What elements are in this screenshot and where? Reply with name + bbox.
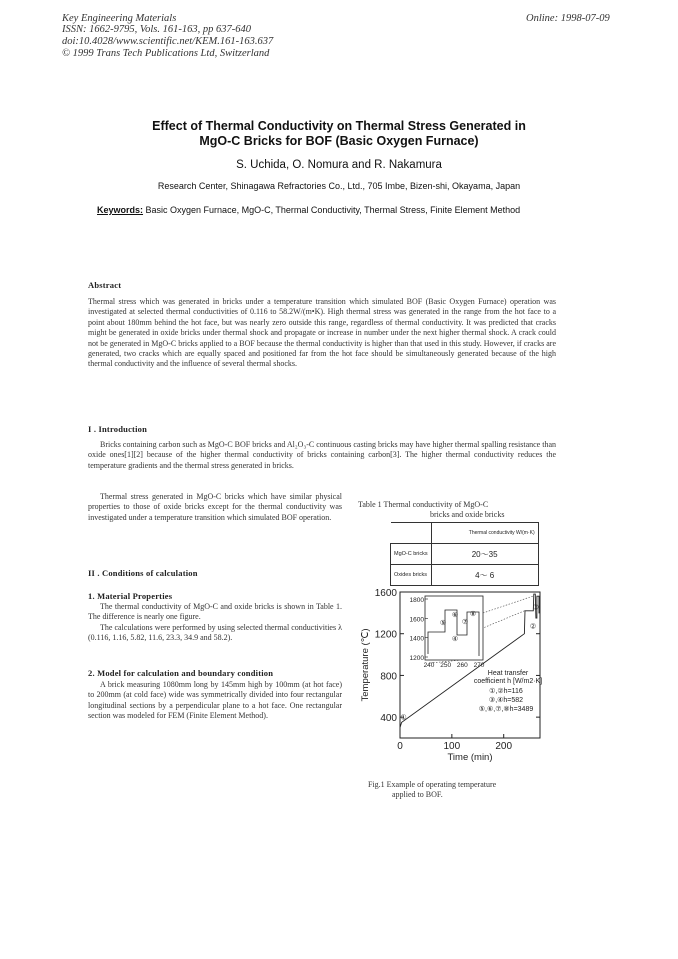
conditions-heading: II . Conditions of calculation: [88, 568, 198, 578]
figure1-caption-line1: Fig.1 Example of operating temperature: [368, 780, 497, 789]
copyright-line: © 1999 Trans Tech Publications Ltd, Switzerland: [62, 48, 270, 59]
intro-text2: Thermal stress generated in MgO-C bricks which have similar physical properties to those of oxide bricks except for the thermal conductivity was investigated under a temperature transition which simulated BOF operation.: [88, 492, 342, 522]
x-tick-label: 0: [397, 741, 403, 752]
y-tick-label: 1600: [374, 588, 397, 599]
y-axis-label: Temperature (℃): [360, 628, 371, 702]
issn-line: ISSN: 1662-9795, Vols. 161-163, pp 637-640: [62, 24, 251, 35]
figure1-chart: [340, 580, 560, 780]
marker-label: ②: [529, 623, 537, 631]
model-heading: 2. Model for calculation and boundary condition: [88, 668, 274, 678]
intro-paragraph2: [88, 492, 342, 523]
x-tick-label: 100: [443, 741, 461, 752]
inset-y-tick-label: 1400: [409, 635, 424, 643]
table1-row-value: 20～35: [431, 544, 538, 565]
inset-frame: [425, 596, 483, 660]
intro-heading: I . Introduction: [88, 424, 148, 434]
inset-leader: [483, 611, 524, 628]
x-tick-label: 200: [495, 741, 513, 752]
marker-label: ⑥: [451, 612, 459, 619]
authors: S. Uchida, O. Nomura and R. Nakamura: [236, 159, 442, 171]
affiliation: Research Center, Shinagawa Refractories Co., Ltd., 705 Imbe, Bizen-shi, Okayama, Japan: [157, 181, 521, 191]
table1-row-label: Oxides bricks: [391, 565, 432, 586]
marker-label: ⑤: [439, 620, 447, 627]
keywords: [97, 205, 567, 216]
figure1-caption-line2: applied to BOF.: [392, 790, 443, 799]
inset-y-tick-label: 1200: [409, 655, 424, 662]
paper-title-line1: Effect of Thermal Conductivity on Thermal Stress Generated in: [152, 119, 526, 133]
plot-area: [360, 588, 542, 763]
legend-title: Heat transfer: [487, 670, 529, 677]
table1-caption-line1: Table 1 Thermal conductivity of MgO-C: [358, 500, 489, 509]
model-text: [88, 680, 342, 722]
legend-item: ①,②h=116: [489, 688, 523, 695]
marker-label: ⑦: [461, 619, 469, 626]
material-text1: The thermal conductivity of MgO-C and oxide bricks is shown in Table 1. The difference is nearly one figure.: [88, 602, 342, 622]
table1: [390, 522, 539, 586]
inset-y-tick-label: 1600: [409, 616, 424, 624]
intro-text1: Bricks containing carbon such as MgO-C BOF bricks and Al₂O₃-C continuous casting bricks may have higher thermal spalling resistance than oxide ones[1][2] because of the higher thermal conductivity of bricks containing carbon[3]. The higher thermal conductivity reduces the temperature gradients and the thermal stress generated in bricks.: [88, 440, 556, 470]
table1-row-value: 4～ 6: [431, 565, 538, 586]
abstract-paragraph: Thermal stress which was generated in bricks under a temperature transition which simulated BOF (Basic Oxygen Furnace) operation was investigated at selected thermal conductivities of 0.116 to 58.2W/(m•K). High thermal stress was generated in the range from the hot face to a point about 180mm behind the hot face, but was nearly zero outside this range, regardless of thermal conductivity. It was predicted that cracks might be generated in oxide bricks under thermal shock and propagate or increase in number under the next higher thermal shock. A crack could not be generated in MgO-C bricks applied to a BOF because the thermal conductivity is higher than that used in this study. However, if cracks are generated, two cracks which are equally spaced and positioned far from the hot face should be simultaneously generated because of the high thermal conductivity and the influence of several thermal shocks.: [88, 297, 556, 369]
marker-label: ③: [532, 604, 540, 612]
legend-item: ③,④h=582: [488, 697, 524, 704]
abstract-text: [88, 297, 556, 370]
marker-label: ④: [451, 636, 459, 643]
keywords-text: Basic Oxygen Furnace, MgO-C, Thermal Conductivity, Thermal Stress, Finite Element Method: [145, 205, 521, 215]
paper-title-line2: MgO-C Bricks for BOF (Basic Oxygen Furnace): [199, 134, 479, 148]
marker-label: ①: [400, 714, 407, 722]
inset-x-tick-label: 270: [473, 662, 485, 669]
model-paragraph: A brick measuring 1080mm long by 145mm high by 100mm (at hot face) to 200mm (at cold face) wide was symmetrically divided into four rectangular longitudinal sections by a perpendicular plane to a hot face. One rectangular section was modeled for FEM (Finite Element Method).: [88, 680, 342, 721]
table1-row-label: MgO-C bricks: [391, 544, 432, 565]
material-text2: The calculations were performed by using selected thermal conductivities λ (0.116, 1.16, 5.82, 11.6, 23.3, 34.9 and 58.2).: [88, 622, 342, 643]
table1-header: Thermal conductivity W/(m·K): [431, 523, 538, 544]
keywords-label: Keywords:: [97, 205, 144, 215]
abstract-heading: Abstract: [88, 280, 122, 290]
inset-x-tick-label: 240: [423, 662, 435, 669]
doi-line: doi:10.4028/www.scientific.net/KEM.161-163.637: [62, 36, 274, 47]
inset-x-tick-label: 260: [456, 662, 468, 669]
intro-paragraph1: [88, 440, 556, 471]
x-axis-label: Time (min): [447, 752, 493, 763]
legend-item: ⑤,⑥,⑦,⑧h=3489: [478, 706, 534, 713]
online-date: Online: 1998-07-09: [526, 13, 610, 24]
y-tick-label: 800: [380, 671, 397, 683]
material-properties-heading: 1. Material Properties: [88, 591, 173, 601]
y-tick-label: 400: [380, 713, 397, 725]
legend-title2: coefficient h [W/m2·K]: [473, 678, 543, 685]
inset-y-tick-label: 1800: [409, 597, 424, 604]
table1-header-row: [391, 523, 539, 544]
inset-x-tick-label: 250: [440, 662, 452, 669]
y-tick-label: 1200: [374, 629, 397, 641]
marker-label: ⑧: [469, 611, 477, 618]
table1-caption-line2: bricks and oxide bricks: [430, 510, 505, 519]
material-properties-text: [88, 602, 342, 644]
journal-name: Key Engineering Materials: [62, 13, 177, 24]
table-row: [391, 544, 539, 565]
